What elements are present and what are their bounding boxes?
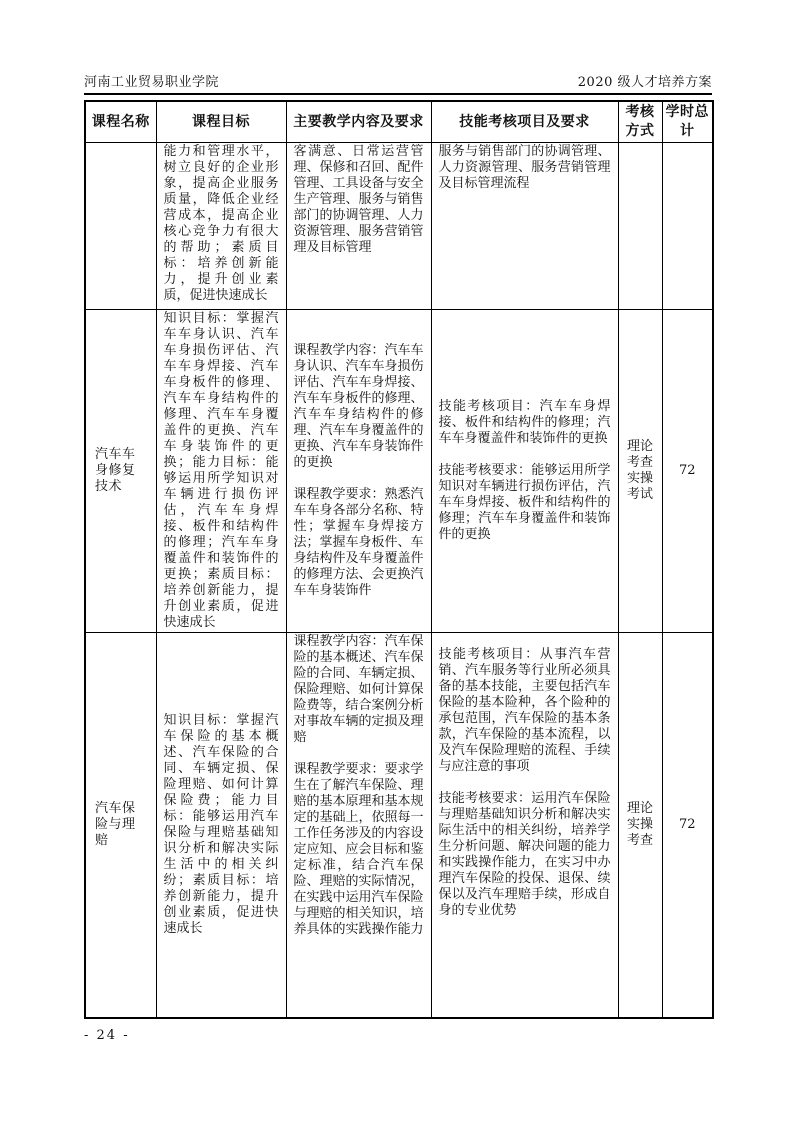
curriculum-table <box>84 100 714 1019</box>
content-paragraph: 课程教学要求：熟悉汽车车身各部分名称、特性；掌握车身焊接方法；掌握车身板件、车身结构件及车身覆盖件的修理方法、会更换汽车车身装饰件 <box>293 487 424 598</box>
skills-paragraph: 技能考核项目：从事汽车营销、汽车服务等行业所必须具备的基本技能，主要包括汽车保险的基本险种，各个险种的承包范围，汽车保险的基本条款，汽车保险的基本流程，以及汽车保险理赔的流程、手续与应注意的事项 <box>438 647 611 774</box>
table-row <box>85 310 713 633</box>
content-paragraph: 课程教学内容：汽车保险的基本概述、汽车保险的合同、车辆定损、保险理赔、如何计算保险费等，结合案例分析对事故车辆的定损及理赔 <box>293 634 424 745</box>
cell-objectives: 知识目标：掌握汽车保险的基本概述、汽车保险的合同、车辆定损、保险理赔、如何计算保险费；能力目标：能够运用汽车保险与理赔基础知识分析和解决实际生活中的相关纠纷；素质目标：培养创新能力，提升创业素质，促进快速成长 <box>156 633 286 1018</box>
content-paragraph: 客满意、日常运营管理、保修和召回、配件管理、工具设备与安全生产管理、服务与销售部门的协调管理、人力资源管理、服务营销管理及目标管理 <box>293 144 424 255</box>
cell-content <box>286 310 431 633</box>
cell-content <box>286 143 431 310</box>
cell-skills <box>431 633 618 1018</box>
cell-objectives: 能力和管理水平，树立良好的企业形象，提高企业服务质量，降低企业经营成本，提高企业核心竞争力有很大的帮助；素质目标：培养创新能力，提升创业素质，促进快速成长 <box>156 143 286 310</box>
cell-method: 理论考查实操考试 <box>618 310 662 633</box>
page-header <box>84 71 712 90</box>
skills-paragraph: 技能考核项目：汽车车身焊接、板件和结构件的修理；汽车车身覆盖件和装饰件的更换 <box>438 399 611 446</box>
cell-course-name: 汽车车身修复技术 <box>85 310 156 633</box>
skills-paragraph: 技能考核要求：能够运用所学知识对车辆进行损伤评估，汽车车身焊接、板件和结构件的修理；汽车车身覆盖件和装饰件的更换 <box>438 463 611 542</box>
col-header-skills: 技能考核项目及要求 <box>431 101 618 143</box>
cell-hours: 72 <box>662 633 713 1018</box>
col-header-course-name: 课程名称 <box>85 101 156 143</box>
col-header-objectives: 课程目标 <box>156 101 286 143</box>
header-right-text: 2020 级人才培养方案 <box>577 75 712 90</box>
table-row <box>85 143 713 310</box>
header-left-text: 河南工业贸易职业学院 <box>84 75 220 90</box>
content-paragraph: 课程教学内容：汽车车身认识、汽车车身损伤评估、汽车车身焊接、汽车车身板件的修理、汽车车身结构件的修理、汽车车身覆盖件的更换、汽车车身装饰件的更换 <box>293 343 424 470</box>
cell-skills <box>431 310 618 633</box>
table-header-row <box>85 101 713 143</box>
header-rule <box>84 93 712 95</box>
cell-hours: 72 <box>662 310 713 633</box>
cell-objectives: 知识目标：掌握汽车车身认识、汽车车身损伤评估、汽车车身焊接、汽车车身板件的修理、汽车车身结构件的修理、汽车车身覆盖件的更换、汽车车身装饰件的更换；能力目标：能够运用所学知识对车辆进行损伤评估，汽车车身焊接、板件和结构件的修理；汽车车身覆盖件和装饰件的更换；素质目标：培养创新能力，提升创业素质，促进快速成长 <box>156 310 286 633</box>
page-number: - 24 - <box>84 1028 130 1043</box>
col-header-content: 主要教学内容及要求 <box>286 101 431 143</box>
cell-hours <box>662 143 713 310</box>
cell-method: 理论实操考查 <box>618 633 662 1018</box>
content-paragraph: 课程教学要求：要求学生在了解汽车保险、理赔的基本原理和基本规定的基础上，依照每一工作任务涉及的内容设定应知、应会目标和鉴定标准，结合汽车保险、理赔的实际情况，在实践中运用汽车保险与理赔的相关知识，培养具体的实践操作能力 <box>293 762 424 937</box>
cell-content <box>286 633 431 1018</box>
cell-method <box>618 143 662 310</box>
cell-course-name: 汽车保险与理赔 <box>85 633 156 1018</box>
cell-skills <box>431 143 618 310</box>
skills-paragraph: 服务与销售部门的协调管理、人力资源管理、服务营销管理及目标管理流程 <box>438 144 611 191</box>
table-row <box>85 633 713 1018</box>
cell-course-name <box>85 143 156 310</box>
col-header-method: 考核方式 <box>618 101 662 143</box>
col-header-hours: 学时总计 <box>662 101 713 143</box>
skills-paragraph: 技能考核要求：运用汽车保险与理赔基础知识分析和解决实际生活中的相关纠纷，培养学生分析问题、解决问题的能力和实践操作能力，在实习中办理汽车保险的投保、退保、续保以及汽车理赔手续，形成自身的专业优势 <box>438 791 611 918</box>
